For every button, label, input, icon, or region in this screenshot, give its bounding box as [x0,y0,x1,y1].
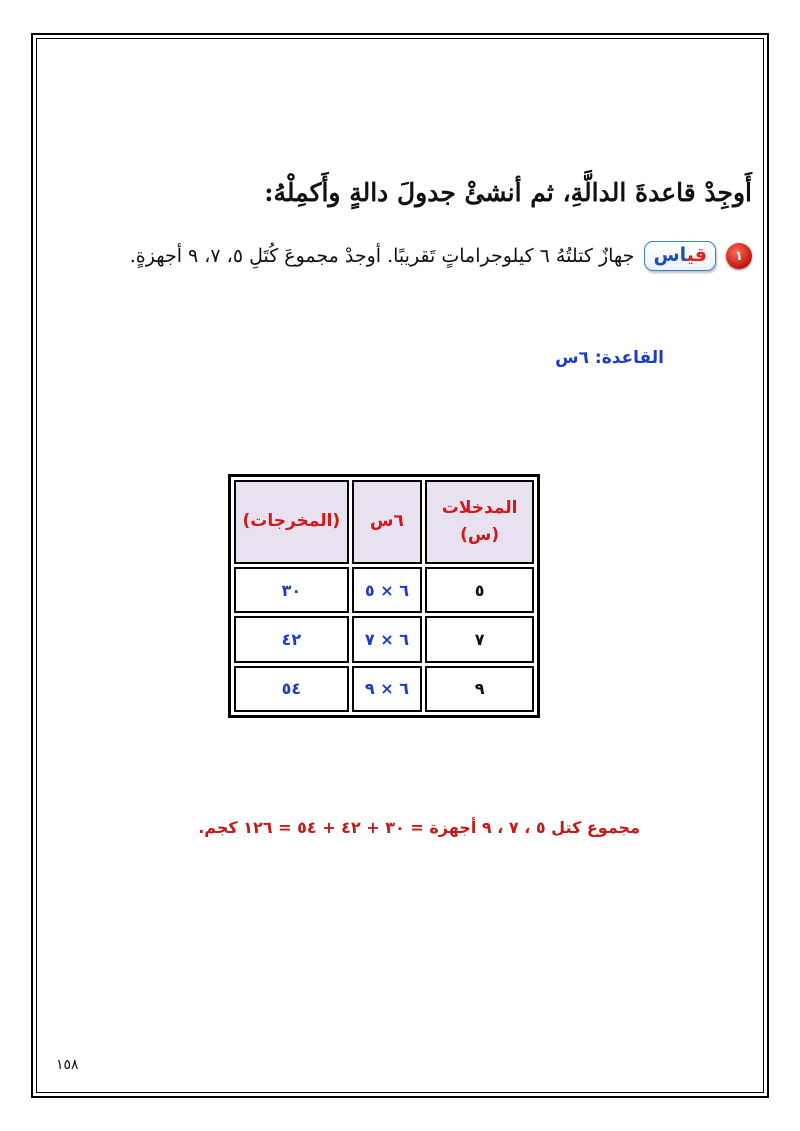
total-mass-answer: مجموع كتل ٥ ، ٧ ، ٩ أجهزة = ٣٠ + ٤٢ + ٥٤ = ١٢٦ كجم. [198,818,640,837]
table-cell-rule: ٦ × ٩ [352,666,423,712]
problem-row [42,234,752,278]
problem-number-badge: ١ [726,243,752,269]
table-cell-output: ٣٠ [234,567,349,613]
function-rule: القاعدة: ٦س [555,348,664,368]
page-number: ١٥٨ [56,1057,79,1073]
table-cell-input: ٥ [425,567,534,613]
header-output: (المخرجات) [234,480,349,564]
table-cell-rule: ٦ × ٥ [352,567,423,613]
tag-text-blue: اس [653,244,687,266]
function-table [228,474,540,718]
header-input [425,480,534,564]
header-input-variable: (س) [460,525,500,545]
table-cell-input: ٩ [425,666,534,712]
measurement-tag [644,241,716,271]
table-cell-rule: ٦ × ٧ [352,616,423,662]
table-cell-input: ٧ [425,616,534,662]
header-rule: ٦س [352,480,423,564]
problem-text: جهازٌ كتلتُهُ ٦ كيلوجراماتٍ تَقريبًا. أوجدْ مجموعَ كُتَلِ ٥، ٧، ٩ أجهزةٍ. [129,245,635,267]
header-input-label: المدخلات [441,497,518,518]
exercise-heading: أَوجِدْ قاعدةَ الدالَّةِ، ثم أنشئْ جدولَ دالةٍ وأَكمِلْهُ: [264,178,752,207]
tag-text-red: قي [686,244,707,266]
table-cell-output: ٥٤ [234,666,349,712]
table-cell-output: ٤٢ [234,616,349,662]
